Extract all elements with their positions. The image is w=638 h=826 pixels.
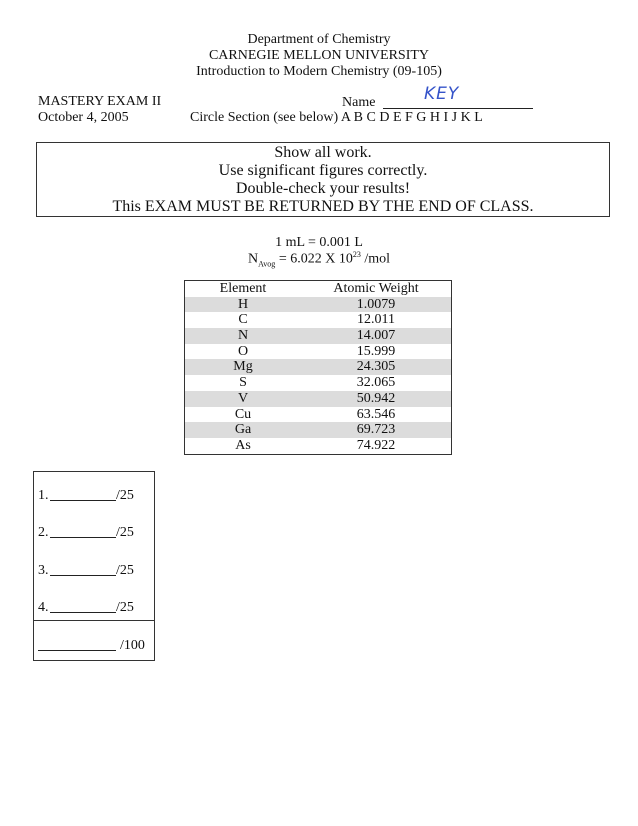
avogadro-constant <box>0 250 638 268</box>
total-divider <box>34 620 154 621</box>
element-cell: Ga <box>234 422 252 438</box>
instruction-line: This EXAM MUST BE RETURNED BY THE END OF CLASS. <box>112 198 534 215</box>
score-total-row <box>38 638 150 654</box>
table-row <box>185 328 451 344</box>
score-blank[interactable] <box>50 500 116 501</box>
score-out-of: /25 <box>116 563 134 578</box>
section-selection-line: Circle Section (see below) A B C D E F G H I J K L <box>190 110 483 125</box>
table-row <box>185 422 451 438</box>
score-out-of: /25 <box>116 525 134 540</box>
weight-cell: 12.011 <box>357 312 395 328</box>
question-number: 4. <box>38 600 49 615</box>
instruction-line: Double-check your results! <box>235 180 411 197</box>
element-cell: V <box>237 390 249 406</box>
element-cell: H <box>237 296 249 312</box>
weight-cell: 74.922 <box>356 437 396 453</box>
question-number: 1. <box>38 488 49 503</box>
exam-date: October 4, 2005 <box>38 110 129 125</box>
weight-cell: 24.305 <box>356 359 396 375</box>
name-handwritten-value: KEY <box>424 84 460 104</box>
weight-cell: 1.0079 <box>356 296 396 312</box>
question-number: 3. <box>38 563 49 578</box>
avogadro-symbol: N <box>248 251 259 267</box>
table-row <box>185 297 451 313</box>
name-field-line[interactable] <box>383 108 533 109</box>
score-row-4 <box>38 600 150 616</box>
element-cell: S <box>239 375 247 391</box>
column-header-atomic-weight: Atomic Weight <box>333 281 419 296</box>
avogadro-exponent: 23 <box>352 250 361 259</box>
score-box <box>33 471 155 661</box>
question-number: 2. <box>38 525 49 540</box>
total-out-of: /100 <box>120 638 145 653</box>
weight-cell: 63.546 <box>356 406 396 422</box>
column-header-element: Element <box>219 281 267 296</box>
total-score-blank[interactable] <box>38 650 116 651</box>
weight-cell: 50.942 <box>356 390 396 406</box>
name-label: Name <box>342 95 376 110</box>
department-heading: Department of Chemistry <box>247 32 391 47</box>
weight-cell: 69.723 <box>356 422 396 438</box>
score-blank[interactable] <box>50 575 116 576</box>
element-cell: As <box>235 437 251 453</box>
score-blank[interactable] <box>50 537 116 538</box>
exam-title: MASTERY EXAM II <box>38 94 162 109</box>
instruction-line: Show all work. <box>274 144 372 161</box>
score-out-of: /25 <box>116 600 134 615</box>
instruction-line: Use significant figures correctly. <box>218 162 428 179</box>
ml-conversion: 1 mL = 0.001 L <box>275 235 363 250</box>
table-header-row <box>185 281 451 297</box>
table-row <box>185 438 451 454</box>
table-row <box>185 359 451 375</box>
element-cell: O <box>237 343 249 359</box>
course-heading: Introduction to Modern Chemistry (09-105) <box>196 64 442 79</box>
score-blank[interactable] <box>50 612 116 613</box>
weight-cell: 15.999 <box>356 343 396 359</box>
table-row <box>185 344 451 360</box>
avogadro-unit: /mol <box>360 251 390 267</box>
score-out-of: /25 <box>116 488 134 503</box>
weight-cell: 14.007 <box>356 328 396 344</box>
score-row-1 <box>38 488 150 504</box>
element-cell: N <box>237 328 249 344</box>
element-cell: C <box>238 312 248 328</box>
weight-cell: 32.065 <box>356 375 396 391</box>
score-row-2 <box>38 525 150 541</box>
element-cell: Cu <box>234 406 252 422</box>
element-cell: Mg <box>233 359 253 375</box>
score-row-3 <box>38 563 150 579</box>
atomic-weight-table <box>184 280 452 455</box>
avogadro-value: = 6.022 X 10 <box>275 251 353 267</box>
avogadro-subscript: Avog <box>258 259 276 269</box>
table-row <box>185 312 451 328</box>
instructions-box <box>36 142 610 217</box>
university-heading: CARNEGIE MELLON UNIVERSITY <box>208 48 430 63</box>
table-row <box>185 407 451 423</box>
table-row <box>185 375 451 391</box>
table-row <box>185 391 451 407</box>
